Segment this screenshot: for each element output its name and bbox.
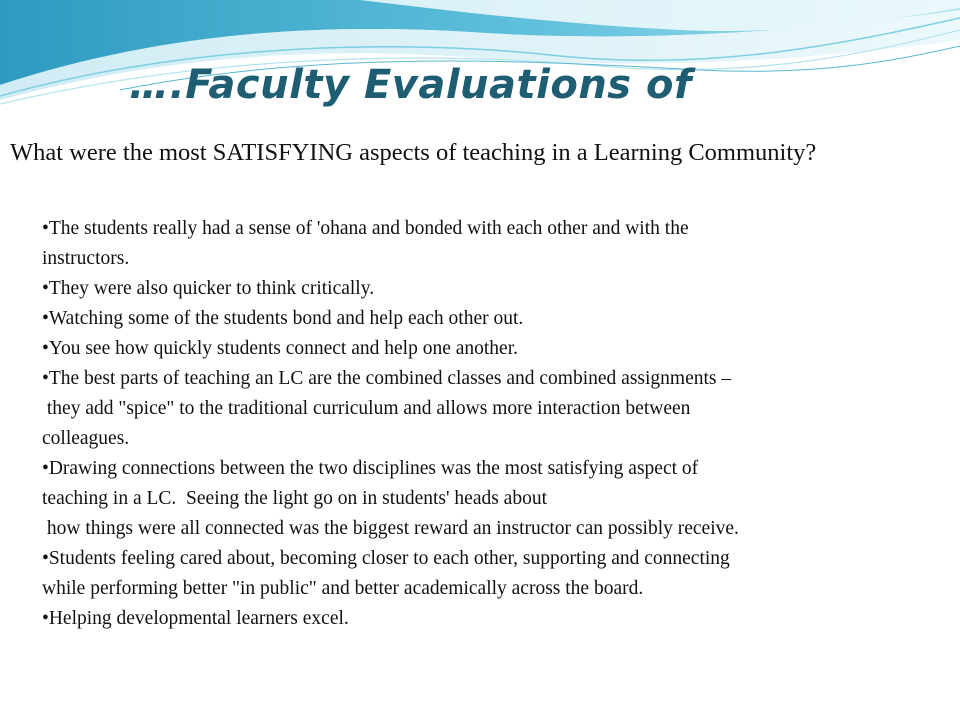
- bullet-line: •The best parts of teaching an LC are the combined classes and combined assignments –: [42, 368, 732, 389]
- slide-title: ….Faculty Evaluations of: [129, 62, 692, 108]
- bullet-item: [42, 334, 954, 364]
- bullet-line: •They were also quicker to think critically.: [42, 278, 375, 299]
- bullet-line: how things were all connected was the biggest reward an instructor can possibly receive.: [42, 518, 739, 539]
- bullet-item: [42, 304, 954, 334]
- bullet-line: teaching in a LC. Seeing the light go on in students' heads about: [42, 488, 548, 509]
- bullet-line: they add "spice" to the traditional curriculum and allows more interaction between: [42, 398, 691, 419]
- bullet-item: [42, 364, 954, 454]
- bullet-item: [42, 454, 954, 544]
- bullet-item: [42, 544, 954, 604]
- bullet-line: •Students feeling cared about, becoming closer to each other, supporting and connecting: [42, 548, 730, 569]
- bullet-list: [42, 214, 954, 634]
- bullet-line: •You see how quickly students connect and help one another.: [42, 338, 519, 359]
- bullet-item: [42, 214, 954, 274]
- bullet-item: [42, 274, 954, 304]
- bullet-line: colleagues.: [42, 428, 130, 449]
- bullet-line: •Drawing connections between the two disciplines was the most satisfying aspect of: [42, 458, 699, 479]
- bullet-line: while performing better "in public" and better academically across the board.: [42, 578, 644, 599]
- bullet-line: •Watching some of the students bond and help each other out.: [42, 308, 524, 329]
- question-heading: What were the most SATISFYING aspects of teaching in a Learning Community?: [10, 139, 817, 166]
- bullet-line: •Helping developmental learners excel.: [42, 608, 349, 629]
- bullet-item: [42, 604, 954, 634]
- bullet-line: instructors.: [42, 248, 130, 269]
- bullet-line: •The students really had a sense of 'ohana and bonded with each other and with the: [42, 218, 689, 239]
